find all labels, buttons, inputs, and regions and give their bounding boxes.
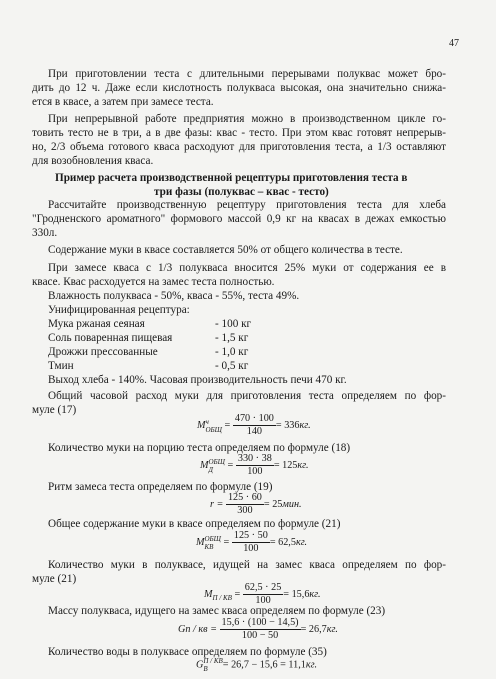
paragraph-1-line-3: ется в квасе, а затем при замесе теста. [32, 96, 214, 108]
formula-unit: кг. [299, 419, 311, 431]
portion-text: Количество муки на порцию теста определяем по формуле (18) [48, 442, 351, 454]
replace-line-1: При замесе кваса с 1/3 полукваса вносится 25% муки от содержания ее в [48, 262, 446, 274]
formula-denominator: 300 [237, 505, 253, 516]
formula-subscript: ОБЩ [205, 425, 222, 434]
formula-result: = 26,7 − 15,6 = 11,1 [222, 659, 306, 671]
formula-result: = 25 [263, 498, 283, 510]
formula-23 [178, 617, 338, 642]
formula-result: = 62,5 [269, 536, 296, 548]
formula-numerator: 470 · 100 [234, 413, 274, 424]
formula-subscript: П / КВ [212, 593, 232, 602]
paragraph-2-line-1: При непрерывной работе предприятия можно в производственном цикле го- [48, 113, 446, 125]
formula-21b: $М_{П / КВ}$ = $\frac{62,5 \cdot 25}{100}$ = 15,6кг. [204, 582, 321, 606]
formula-symbol: М [196, 536, 205, 548]
recipe-title: Унифицированная рецептура: [48, 304, 190, 316]
paragraph-2-line-3: но, 2/3 объема готового кваса расходуют для приготовления теста, а 1/3 оставляют [32, 141, 446, 153]
formula-unit: кг. [309, 588, 321, 600]
flour-share-text: Содержание муки в квасе составляется 50% от общего количества в тесте. [48, 244, 403, 256]
formula-result: = 336 [275, 419, 300, 431]
formula-unit: кг. [295, 536, 308, 548]
formula-21: М ОБЩ КВ = $\frac{125 \cdot 50}{100}$ = 62,5кг. [196, 530, 308, 554]
formula-symbol: М [204, 588, 213, 600]
formula-unit: кг. [305, 659, 318, 671]
total-flour-line-2: муле (17) [32, 404, 77, 416]
rhythm-text: Ритм замеса теста определяем по формуле (19) [48, 481, 273, 493]
kvas-flour-text: Общее содержание муки в квасе определяем по формуле (21) [48, 518, 341, 530]
replace-line-2: квасе. Квас расходуется на замес теста полностью. [32, 276, 275, 288]
formula-symbol: r = [210, 498, 224, 510]
formula-numerator: 330 · 38 [237, 453, 272, 464]
formula-unit: кг. [297, 459, 309, 471]
recipe-item-name: Мука ржаная сеяная [48, 318, 145, 330]
semi-mass-text: Массу полукваса, идущего на замес кваса определяем по формуле (23) [48, 605, 386, 617]
formula-unit: мин. [282, 498, 302, 510]
formula-subscript: Д [208, 465, 213, 474]
formula-symbol: М [197, 419, 206, 431]
formula-symbol: М [200, 459, 209, 471]
formula-numerator: 125 · 60 [227, 492, 262, 503]
formula-superscript: П / КВ [203, 657, 223, 665]
formula-subscript: В [203, 665, 208, 673]
formula-superscript: ОБЩ [208, 457, 225, 466]
recipe-item-name: Дрожжи прессованные [48, 346, 158, 358]
formula-result: = 125 [273, 459, 298, 471]
task-line-3: 330л. [32, 227, 58, 239]
formula-18: М ОБЩ Д = $\frac{330 \cdot 38}{100}$ = 125кг. [200, 453, 309, 477]
paragraph-1-line-2: дить до 12 ч. Даже если кислотность полукваса высокая, она значительно снижа- [32, 82, 446, 94]
formula-numerator: 125 · 50 [233, 530, 268, 541]
formula-denominator: 140 [246, 426, 263, 437]
semi-flour-line-2: муле (21) [32, 573, 77, 585]
formula-numerator: 15,6 · (100 − 14,5) [221, 617, 299, 628]
formula-superscript: ч [205, 417, 209, 426]
formula-superscript: ОБЩ [204, 534, 221, 543]
recipe-item-name: Соль поваренная пищевая [48, 332, 173, 344]
recipe-item-amount: - 1,0 кг [215, 346, 249, 358]
task-line-2: "Гродненского ароматного" формового массой 0,9 кг на квасах в дежах емкостью [32, 213, 446, 225]
formula-denominator: 100 [243, 543, 259, 554]
formula-subscript: КВ [204, 542, 214, 551]
formula-result: = 15,6 [283, 588, 310, 600]
formula-denominator: 100 [247, 466, 263, 477]
formula-result: = 26,7 [300, 623, 327, 635]
recipe-item-amount: - 0,5 кг [215, 360, 249, 372]
formula-symbol: Gп / кв = [178, 623, 217, 635]
water-text: Количество воды в полуквасе определяем по формуле (35) [48, 646, 327, 658]
formula-35 [196, 657, 317, 673]
formula-symbol: G [196, 659, 204, 671]
paragraph-2-line-2: товить тесто не в три, а в две фазы: квас - тесто. При этом квас готовят непрерыв- [32, 127, 446, 139]
page-number: 47 [449, 38, 459, 49]
total-flour-line-1: Общий часовой расход муки для приготовления теста определяем по фор- [48, 390, 446, 402]
paragraph-2-line-4: для возобновления кваса. [32, 155, 154, 167]
semi-flour-line-1: Количество муки в полуквасе, идущей на замес кваса определяем по фор- [48, 559, 446, 571]
formula-19 [210, 492, 302, 517]
paragraph-1-line-1: При приготовлении теста с длительными перерывами полуквас может бро- [48, 68, 446, 80]
formula-numerator: 62,5 · 25 [244, 582, 282, 593]
recipe-item-amount: - 100 кг [215, 318, 252, 330]
recipe-item-name: Тмин [48, 360, 74, 372]
formula-denominator: 100 [255, 595, 271, 606]
section-heading-line-1: Пример расчета производственной рецептуры приготовления теста в [55, 172, 408, 184]
task-line-1: Рассчитайте производственную рецептуру приготовления теста для хлеба [48, 199, 446, 211]
formula-unit: кг. [326, 623, 338, 635]
recipe-item-amount: - 1,5 кг [215, 332, 249, 344]
humidity-text: Влажность полукваса - 50%, кваса - 55%, теста 49%. [48, 290, 300, 302]
yield-text: Выход хлеба - 140%. Часовая производительность печи 470 кг. [48, 374, 347, 386]
section-heading-line-2: три фазы (полуквас – квас - тесто) [154, 186, 329, 198]
formula-17: М ч ОБЩ = $\frac{470 \cdot 100}{140}$ = 336кг. [197, 413, 311, 437]
formula-denominator: 100 − 50 [241, 630, 279, 641]
